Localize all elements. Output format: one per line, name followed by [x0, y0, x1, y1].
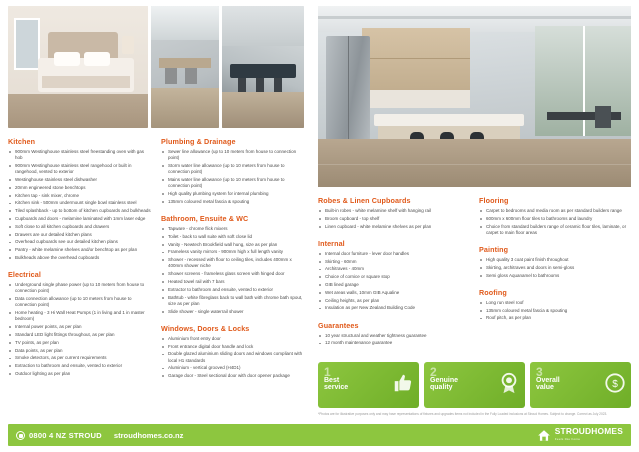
- badge-line-2: service: [324, 384, 349, 392]
- section-title-flooring: Flooring: [479, 196, 509, 205]
- list-item: Tiled splashback - up to bottom of kitchen cupboards and bulkheads: [8, 208, 151, 214]
- list-item: 12 month maintenance guarantee: [318, 340, 469, 346]
- phone-icon: [16, 431, 25, 440]
- right-page: [318, 6, 631, 416]
- svg-text:$: $: [612, 378, 618, 390]
- list-item: Outdoor lighting as per plan: [8, 371, 151, 377]
- list-kitchen: [8, 149, 151, 261]
- list-item: Smoke detectors, as per current requirements: [8, 355, 151, 361]
- list-item: Pantry - white melamine shelves and/or benchtop as per plan: [8, 247, 151, 253]
- list-guarantees: [318, 333, 469, 347]
- list-item: Tapware - chrome flick mixers: [161, 226, 304, 232]
- list-flooring: [479, 208, 630, 236]
- list-item: Mains water line allowance (up to 10 meters from house to connection point): [161, 177, 304, 189]
- list-item: 900mm Westinghouse stainless steel rangehood or built in rangehood, vented to exterior: [8, 163, 151, 175]
- list-item: Extraction to bathroom and ensuite, vented to exterior: [8, 363, 151, 369]
- list-item: Built-in robes - white melamine shelf with hanging rail: [318, 208, 469, 214]
- list-item: Aluminium - vertical grooved (H4D1): [161, 365, 304, 371]
- phone-block[interactable]: [16, 431, 102, 440]
- list-item: Ceiling heights, as per plan: [318, 298, 469, 304]
- badge-line-1: Genuine: [430, 376, 459, 384]
- list-item: Heated towel rail with 7 bars: [161, 279, 304, 285]
- spec-column-two: [161, 137, 304, 388]
- section-title-kitchen: Kitchen: [8, 137, 36, 146]
- list-item: Bulkheads above the overhead cupboards: [8, 255, 151, 261]
- list-item: Garage door - Steel sectional door with door opener package: [161, 373, 304, 379]
- left-page: [8, 6, 304, 388]
- list-item: Architraves - 40mm: [318, 266, 469, 272]
- list-item: Roof pitch, as per plan: [479, 315, 630, 321]
- list-item: Vanity - Newtech Brookfield wall hung, size as per plan: [161, 242, 304, 248]
- house-logo-icon: [537, 429, 551, 442]
- thumbs-up-icon: [392, 372, 414, 394]
- list-item: High quality plumbing system for internal plumbing: [161, 191, 304, 197]
- phone-number: 0800 4 NZ STROUD: [29, 430, 102, 440]
- list-item: Semi gloss Aquanamel to bathrooms: [479, 273, 630, 279]
- list-item: 600mm x 600mm floor tiles to bathrooms and laundry: [479, 216, 630, 222]
- list-item: High quality 3 coat paint finish throughout: [479, 257, 630, 263]
- section-title-internal: Internal: [318, 238, 345, 248]
- list-item: Cupboards and doors - melamine laminated with 1mm laser edge: [8, 216, 151, 222]
- list-roofing: [479, 300, 630, 322]
- list-item: Kitchen tap - sink mixer, chrome: [8, 193, 151, 199]
- list-item: Double glazed aluminium sliding doors and windows compliant with local H1 standards: [161, 351, 304, 363]
- list-item: Soft close to all kitchen cupboards and drawers: [8, 224, 151, 230]
- badge-number: 3: [536, 364, 543, 379]
- list-item: Sewer line allowance (up to 10 meters from house to connection point): [161, 149, 304, 161]
- dollar-coin-icon: [604, 372, 626, 394]
- badge-line-2: value: [536, 384, 554, 392]
- footer-bar: [8, 424, 631, 446]
- logo-name: STROUDHOMES: [554, 426, 623, 436]
- list-item: Insulation as per New Zealand Building Code: [318, 305, 469, 311]
- list-bathroom: [161, 226, 304, 315]
- section-title-electrical: Electrical: [8, 270, 41, 280]
- list-item: Overhead cupboards see our detailed kitchen plans: [8, 239, 151, 245]
- list-item: GIB lined garage: [318, 282, 469, 288]
- list-item: TV points, as per plan: [8, 340, 151, 346]
- company-logo: [537, 427, 623, 443]
- list-item: Standard LED light fittings throughout, as per plan: [8, 332, 151, 338]
- list-item: Carpet to bedrooms and media room as per standard builders range: [479, 208, 630, 214]
- list-item: Skirting - 60mm: [318, 259, 469, 265]
- list-item: Frameless vanity mirrors - 900mm high x full length vanity: [161, 249, 304, 255]
- badge-best-service: [318, 362, 419, 408]
- section-title-windows: Windows, Doors & Locks: [161, 323, 250, 333]
- hero-kitchen-photo: [318, 6, 631, 187]
- list-item: 135mm coloured metal fascia & spouting: [479, 308, 630, 314]
- list-item: Data connection allowance (up to 10 meters from house to connection point): [8, 296, 151, 308]
- badge-number: 2: [430, 364, 437, 379]
- list-item: Shower screens - frameless glass screen with hinged door: [161, 271, 304, 277]
- badge-number: 1: [324, 364, 331, 379]
- hallway-photo: [151, 6, 219, 128]
- list-robes: [318, 208, 469, 230]
- list-item: Long run steel roof: [479, 300, 630, 306]
- list-item: Bathtub - white fibreglass back to wall bath with chrome bath spout, size as per plan: [161, 295, 304, 307]
- photo-strip: [8, 6, 304, 128]
- badge-line-2: quality: [430, 384, 453, 392]
- list-item: Internal door furniture - lever door handles: [318, 251, 469, 257]
- list-item: Skirting, architraves and doors in semi-gloss: [479, 265, 630, 271]
- right-spec-columns: [318, 196, 631, 356]
- list-electrical: [8, 282, 151, 377]
- section-title-painting: Painting: [479, 245, 509, 254]
- list-item: 900mm Westinghouse stainless steel freestanding oven with gas hob: [8, 149, 151, 161]
- list-item: Home heating - 3 Hi Wall Heat Pumps (1 in living and 1 in master bedroom): [8, 310, 151, 322]
- list-item: 20mm engineered stone benchtops: [8, 185, 151, 191]
- section-title-robes: Robes & Linen Cupboards: [318, 196, 411, 205]
- list-item: Data points, as per plan: [8, 348, 151, 354]
- list-item: Underground single phase power (up to 10 meters from house to connection point): [8, 282, 151, 294]
- spec-column-one: [8, 137, 151, 388]
- spec-column-three: [318, 196, 469, 356]
- left-spec-columns: [8, 137, 304, 388]
- list-item: Westinghouse stainless steel dishwasher: [8, 177, 151, 183]
- section-title-guarantees: Guarantees: [318, 320, 359, 330]
- badge-line-1: Best: [324, 376, 340, 384]
- list-item: 135mm coloured metal fascia & spouting: [161, 199, 304, 205]
- list-item: Extractor to bathroom and ensuite, vented to exterior: [161, 287, 304, 293]
- list-item: Toilet - back to wall suite with soft close lid: [161, 234, 304, 240]
- list-painting: [479, 257, 630, 279]
- badge-line-1: Overall: [536, 376, 560, 384]
- list-item: Internal power points, as per plan: [8, 324, 151, 330]
- list-item: Kitchen sink - 500mm undermount single bowl stainless steel: [8, 200, 151, 206]
- bedroom-photo: [8, 6, 148, 128]
- list-item: Shower - recessed with floor to ceiling tiles, includes 400mm x 400mm shower niche: [161, 257, 304, 269]
- list-internal: [318, 251, 469, 312]
- list-item: Choice of cornice or square stop: [318, 274, 469, 280]
- logo-tagline: Feels like home: [554, 437, 581, 441]
- list-item: Aluminium front entry door: [161, 336, 304, 342]
- list-item: Wet areas walls, 10mm GIB Aqualine: [318, 290, 469, 296]
- promise-badges: [318, 362, 631, 408]
- kitchen-island-photo: [222, 6, 304, 128]
- disclaimer-text: *Photos are for illustrative purposes only and may have representations of fixtures and upgrades items not included in the Fully Loaded inclusions at Stroud Homes. Subject to change. Correct as July 2023.: [318, 411, 608, 416]
- list-item: Storm water line allowance (up to 10 meters from house to connection point): [161, 163, 304, 175]
- list-item: 10 year structural and weather tightness guarantee: [318, 333, 469, 339]
- list-item: Broom cupboard - top shelf: [318, 216, 469, 222]
- list-item: Choice from standard builders range of ceramic floor tiles, laminate, or carpet to main floor areas: [479, 224, 630, 236]
- list-item: Drawers are our detailed kitchen plans: [8, 232, 151, 238]
- badge-genuine-quality: [424, 362, 525, 408]
- section-title-bathroom: Bathroom, Ensuite & WC: [161, 214, 249, 223]
- spec-column-four: [479, 196, 630, 356]
- award-ribbon-icon: [498, 372, 520, 394]
- list-item: Front entrance digital door handle and lock: [161, 344, 304, 350]
- website-link[interactable]: stroudhomes.co.nz: [113, 430, 184, 440]
- list-item: Slide shower - single waterrail shower: [161, 309, 304, 315]
- list-windows: [161, 336, 304, 380]
- badge-overall-value: [530, 362, 631, 408]
- list-item: Linen cupboard - white melamine shelves as per plan: [318, 224, 469, 230]
- section-title-roofing: Roofing: [479, 287, 507, 297]
- list-plumbing: [161, 149, 304, 205]
- section-title-plumbing: Plumbing & Drainage: [161, 137, 236, 146]
